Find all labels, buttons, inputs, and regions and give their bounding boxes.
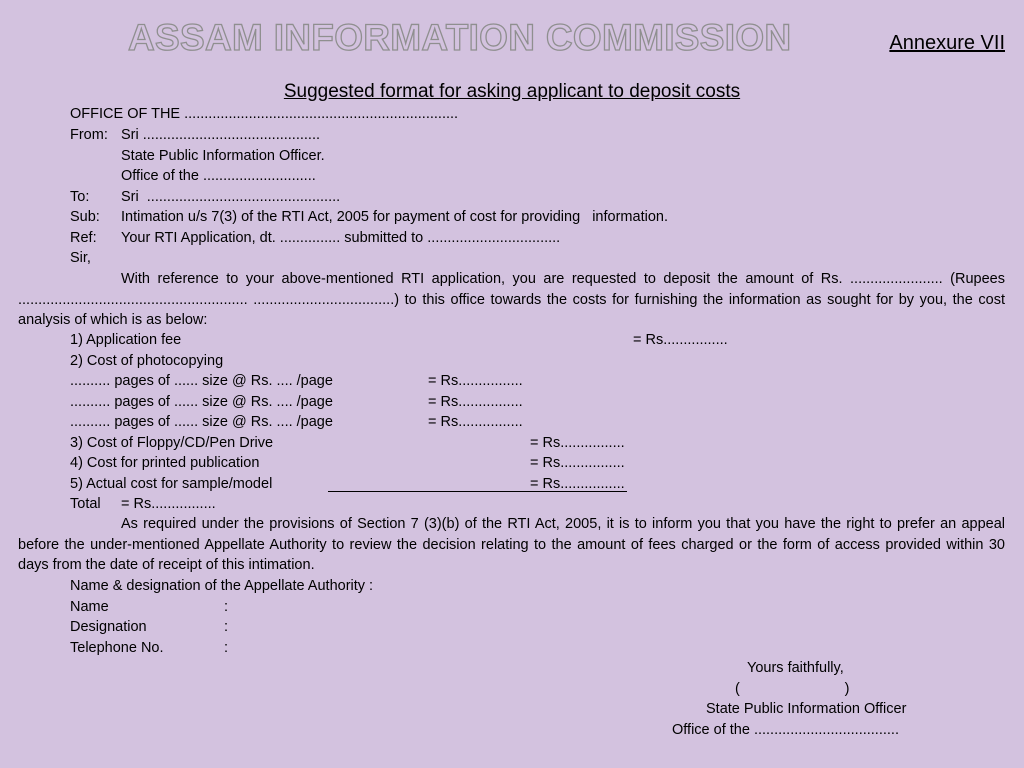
from-label: From:: [70, 127, 108, 143]
authority-heading: Name & designation of the Appellate Authority :: [70, 578, 374, 594]
pages-row-label: .......... pages of ...... size @ Rs. .... /page: [70, 394, 333, 410]
pages-row-value: = Rs................: [428, 414, 523, 430]
pages-row-value: = Rs................: [428, 373, 523, 389]
salutation: Sir,: [70, 250, 91, 266]
sample-value: = Rs................: [530, 476, 625, 492]
from-value: Sri ............................................: [121, 127, 321, 143]
closing: Yours faithfully,: [747, 660, 844, 676]
document-subtitle: Suggested format for asking applicant to deposit costs: [283, 81, 741, 102]
from-designation: State Public Information Officer.: [121, 148, 325, 164]
floppy-value: = Rs................: [530, 435, 625, 451]
total-value: = Rs................: [121, 496, 216, 512]
signature-office: Office of the ....................................: [672, 722, 899, 738]
request-paragraph-text: With reference to your above-mentioned RTI application, you are requested to deposit the amount of Rs. ....................... (Rupees ......................................................... ...................................) to this office towards the costs for furnishing the information as sought for by you, the cost analysis of which is as below:: [18, 271, 1005, 328]
ref-label: Ref:: [70, 230, 97, 246]
application-fee-value: = Rs................: [633, 332, 728, 348]
name-colon: :: [224, 599, 229, 615]
floppy-label: 3) Cost of Floppy/CD/Pen Drive: [70, 435, 274, 451]
sample-label: 5) Actual cost for sample/model: [70, 476, 273, 492]
signature-brackets: ( ): [735, 681, 850, 697]
office-line: OFFICE OF THE ....................................................................: [70, 106, 459, 122]
telephone-label: Telephone No.: [70, 640, 164, 656]
commission-title: ASSAM INFORMATION COMMISSION: [128, 17, 792, 58]
printed-label: 4) Cost for printed publication: [70, 455, 260, 471]
designation-colon: :: [224, 619, 229, 635]
pages-row-label: .......... pages of ...... size @ Rs. .... /page: [70, 373, 333, 389]
request-paragraph: [18, 269, 1005, 331]
sub-value: Intimation u/s 7(3) of the RTI Act, 2005 for payment of cost for providing information.: [121, 209, 668, 225]
printed-value: = Rs................: [530, 455, 625, 471]
appeal-paragraph: [18, 514, 1005, 576]
appeal-paragraph-text: As required under the provisions of Section 7 (3)(b) of the RTI Act, 2005, it is to inform you that you have the right to prefer an appeal before the under-mentioned Appellate Authority to review the decision relating to the amount of fees charged or the form of access provided within 30 days from the date of receipt of this intimation.: [18, 516, 1005, 573]
pages-row-value: = Rs................: [428, 394, 523, 410]
telephone-colon: :: [224, 640, 229, 656]
ref-value: Your RTI Application, dt. ............... submitted to .................................: [121, 230, 561, 246]
to-value: Sri ................................................: [121, 189, 341, 205]
name-label: Name: [70, 599, 109, 615]
designation-label: Designation: [70, 619, 147, 635]
sub-label: Sub:: [70, 209, 100, 225]
pages-row-label: .......... pages of ...... size @ Rs. .... /page: [70, 414, 333, 430]
signature-designation: State Public Information Officer: [706, 701, 907, 717]
application-fee-label: 1) Application fee: [70, 332, 182, 348]
annexure-label: Annexure VII: [889, 32, 1005, 54]
to-label: To:: [70, 189, 90, 205]
from-office: Office of the ............................: [121, 168, 316, 184]
photocopy-label: 2) Cost of photocopying: [70, 353, 224, 369]
total-label: Total: [70, 496, 101, 512]
